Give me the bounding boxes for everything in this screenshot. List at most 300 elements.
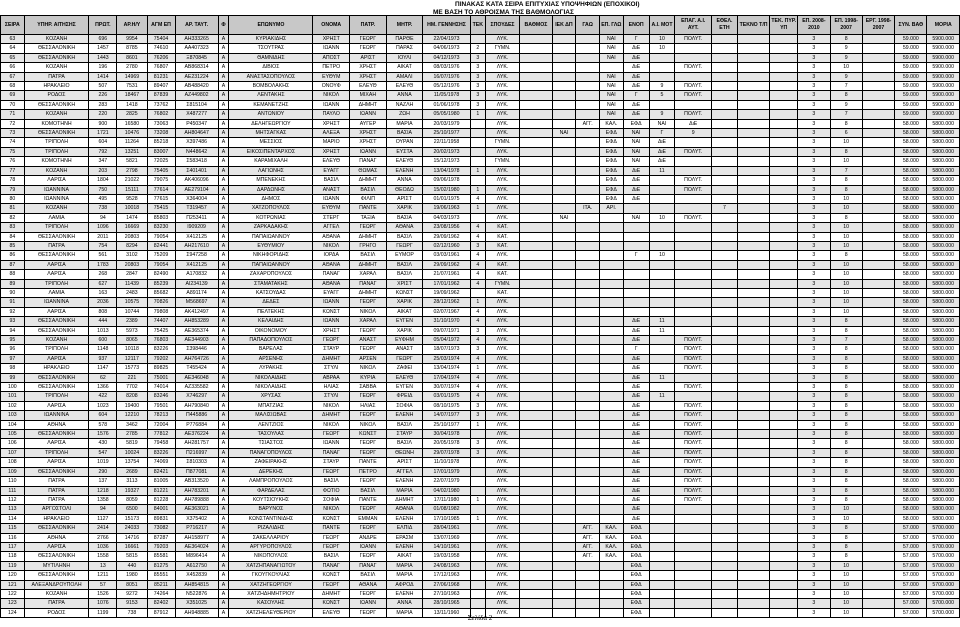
table-cell bbox=[649, 495, 675, 504]
table-cell bbox=[675, 288, 712, 297]
table-cell: ΑΥΓΕΡ bbox=[350, 119, 387, 128]
table-cell: ΠΑΤΡΑ bbox=[24, 486, 89, 495]
table-cell: ΑΕ231224 bbox=[175, 72, 218, 81]
table-cell: ΧΡΗΣΤ bbox=[350, 138, 387, 147]
table-cell: ΔιΕ bbox=[623, 364, 649, 373]
table-cell bbox=[623, 279, 649, 288]
table-cell: 74014 bbox=[147, 383, 175, 392]
table-cell: ΑΒ488420 bbox=[175, 82, 218, 91]
table-cell: 10575 bbox=[117, 298, 147, 307]
table-cell bbox=[712, 138, 738, 147]
table-cell: ΒΑΡΕΛΑΣ bbox=[229, 345, 313, 354]
table-cell bbox=[576, 157, 600, 166]
table-cell: ΚΑΛ. bbox=[599, 552, 623, 561]
table-cell: ΔιΕ bbox=[649, 147, 675, 156]
table-cell bbox=[770, 288, 798, 297]
table-cell: ΑΕ344903 bbox=[175, 336, 218, 345]
table-row bbox=[1, 307, 960, 316]
table-cell: 5700.000 bbox=[927, 552, 960, 561]
table-cell: ΠΑΝΑΓ bbox=[350, 157, 387, 166]
table-cell bbox=[552, 157, 576, 166]
table-cell bbox=[712, 251, 738, 260]
table-cell: ΙΩΑΝΝ bbox=[313, 298, 350, 307]
table-cell bbox=[552, 467, 576, 476]
table-cell: 119 bbox=[1, 561, 25, 570]
table-cell: Α bbox=[218, 336, 229, 345]
table-cell: ΔΗΜΗΤ bbox=[350, 260, 387, 269]
table-cell bbox=[737, 166, 769, 175]
table-cell: ΜΑΡΙΑ bbox=[386, 486, 423, 495]
table-cell: ΝΙΚΗΦΟΡΙΔΗΣ bbox=[229, 251, 313, 260]
table-cell: ΑΗ948885 bbox=[175, 608, 218, 617]
table-cell: Π253411 bbox=[175, 213, 218, 222]
table-cell: 1013 bbox=[89, 326, 117, 335]
table-cell: 24/08/1963 bbox=[423, 561, 470, 570]
table-cell: 04/03/1973 bbox=[423, 213, 470, 222]
table-cell: ΚΑΛ. bbox=[599, 524, 623, 533]
table-cell: Α bbox=[218, 580, 229, 589]
table-cell bbox=[576, 213, 600, 222]
table-cell bbox=[737, 392, 769, 401]
table-cell bbox=[737, 458, 769, 467]
table-cell: 77 bbox=[1, 166, 25, 175]
table-cell bbox=[520, 458, 552, 467]
column-header: Α.Ι. ΜΟΤ bbox=[649, 16, 675, 35]
table-cell: ΑΙΚΑΤ bbox=[386, 552, 423, 561]
table-cell: ΕΛΕΥΘ bbox=[350, 82, 387, 91]
table-cell: 5700.000 bbox=[927, 533, 960, 542]
table-cell: ΓΕΩΡΓ bbox=[350, 608, 387, 617]
table-cell: Σ583418 bbox=[175, 157, 218, 166]
table-cell: 8 bbox=[830, 326, 862, 335]
table-cell: ΗΡΑΚΛΕΙΟ bbox=[24, 82, 89, 91]
table-cell bbox=[737, 326, 769, 335]
table-cell: 2785 bbox=[117, 430, 147, 439]
table-cell bbox=[599, 336, 623, 345]
table-cell: ΕΦΔ bbox=[623, 571, 649, 580]
table-cell: ΘΕΣΣΑΛΟΝΙΚΗ bbox=[24, 373, 89, 382]
table-cell: Π877081 bbox=[175, 467, 218, 476]
table-cell: ΔιΕ bbox=[649, 138, 675, 147]
table-row bbox=[1, 185, 960, 194]
table-cell: ΓΕΩΡΓ bbox=[313, 336, 350, 345]
table-cell bbox=[470, 477, 485, 486]
table-cell bbox=[770, 542, 798, 551]
table-cell: 11/10/1978 bbox=[423, 458, 470, 467]
table-cell: 1980 bbox=[117, 571, 147, 580]
table-cell bbox=[552, 524, 576, 533]
table-cell: 3 bbox=[798, 514, 830, 523]
table-cell: Γ bbox=[649, 129, 675, 138]
table-cell: ΕΛΕΝΗ bbox=[386, 514, 423, 523]
table-cell: Ι909209 bbox=[175, 223, 218, 232]
table-cell bbox=[599, 599, 623, 608]
table-cell bbox=[862, 72, 894, 81]
table-cell bbox=[712, 129, 738, 138]
table-cell: 01/08/1982 bbox=[423, 505, 470, 514]
table-cell: ΝΑΙ bbox=[599, 53, 623, 62]
table-cell: 430 bbox=[89, 439, 117, 448]
table-cell bbox=[862, 383, 894, 392]
table-cell: 94 bbox=[89, 213, 117, 222]
table-cell bbox=[712, 63, 738, 72]
table-cell: ΝΑΙ bbox=[599, 35, 623, 44]
table-cell: 58.000 bbox=[895, 270, 927, 279]
table-cell: 3 bbox=[798, 213, 830, 222]
table-cell: 10476 bbox=[117, 129, 147, 138]
table-cell: 8 bbox=[830, 354, 862, 363]
table-cell: 3 bbox=[798, 157, 830, 166]
table-cell: 96 bbox=[1, 345, 25, 354]
table-cell: 5 bbox=[649, 91, 675, 100]
table-cell bbox=[552, 392, 576, 401]
table-cell bbox=[599, 580, 623, 589]
table-cell bbox=[737, 157, 769, 166]
table-cell: 9 bbox=[830, 53, 862, 62]
table-cell bbox=[737, 571, 769, 580]
table-cell bbox=[520, 345, 552, 354]
table-cell: ΧΡΙΣΤ bbox=[386, 279, 423, 288]
table-cell: ΠΟΛΥΤ. bbox=[675, 448, 712, 457]
table-cell: ΜΑΛΙΣΙΩΒΑΣ bbox=[229, 411, 313, 420]
table-cell: 3 bbox=[798, 72, 830, 81]
table-cell: ΝΑΙ bbox=[623, 157, 649, 166]
table-cell: 106 bbox=[1, 439, 25, 448]
table-cell: 59.000 bbox=[895, 44, 927, 53]
table-cell: 58.000 bbox=[895, 420, 927, 429]
table-body bbox=[1, 35, 960, 618]
table-cell bbox=[770, 392, 798, 401]
column-header: ΥΠΗΡ. ΑΙΤΗΣΗΣ bbox=[24, 16, 89, 35]
table-cell: ΓΕΩΡΓ bbox=[350, 439, 387, 448]
table-cell: 268 bbox=[89, 270, 117, 279]
table-cell: ΒΑΣΙΛ bbox=[350, 486, 387, 495]
table-cell: Α bbox=[218, 72, 229, 81]
table-cell: ΘΕΣΣΑΛΟΝΙΚΗ bbox=[24, 53, 89, 62]
table-cell: 5973 bbox=[117, 326, 147, 335]
table-cell: 80 bbox=[1, 194, 25, 203]
table-cell: 1457 bbox=[89, 44, 117, 53]
table-cell: ΚΑΤ. bbox=[485, 260, 519, 269]
table-cell bbox=[675, 373, 712, 382]
table-cell: 2780 bbox=[117, 63, 147, 72]
table-cell: 1 bbox=[470, 185, 485, 194]
table-cell: 1414 bbox=[89, 72, 117, 81]
table-cell: Α bbox=[218, 552, 229, 561]
table-cell: 3 bbox=[798, 580, 830, 589]
table-cell bbox=[675, 279, 712, 288]
table-cell bbox=[576, 100, 600, 109]
table-cell: 8051 bbox=[117, 580, 147, 589]
table-cell: ΑΡΣΕΝΗΣ bbox=[229, 354, 313, 363]
table-cell bbox=[712, 336, 738, 345]
table-cell: Α bbox=[218, 185, 229, 194]
table-cell: ΧΑΡΙΚ bbox=[386, 298, 423, 307]
table-cell bbox=[520, 542, 552, 551]
table-row bbox=[1, 392, 960, 401]
table-row bbox=[1, 166, 960, 175]
table-cell bbox=[520, 232, 552, 241]
table-cell: 5800.000 bbox=[927, 345, 960, 354]
table-cell bbox=[770, 279, 798, 288]
table-cell: 5900.000 bbox=[927, 72, 960, 81]
table-cell: 59.000 bbox=[895, 63, 927, 72]
table-cell: ΠΟΛΥΤ. bbox=[675, 420, 712, 429]
table-cell: 8 bbox=[830, 364, 862, 373]
table-row bbox=[1, 571, 960, 580]
table-cell: 6 bbox=[830, 129, 862, 138]
table-cell: 1148 bbox=[89, 345, 117, 354]
table-cell: 92 bbox=[1, 307, 25, 316]
table-cell: 122 bbox=[1, 589, 25, 598]
table-cell bbox=[576, 458, 600, 467]
table-cell: Α bbox=[218, 373, 229, 382]
table-cell: 8 bbox=[830, 251, 862, 260]
table-cell bbox=[576, 91, 600, 100]
table-cell bbox=[520, 430, 552, 439]
table-cell: ΛΥΚ. bbox=[485, 486, 519, 495]
table-cell: ΛΥΚ. bbox=[485, 533, 519, 542]
table-cell: 5800.000 bbox=[927, 430, 960, 439]
table-cell: ΠΟΛΥΤ. bbox=[675, 401, 712, 410]
table-cell: 7 bbox=[830, 110, 862, 119]
table-cell bbox=[470, 561, 485, 570]
table-row bbox=[1, 552, 960, 561]
table-cell bbox=[520, 241, 552, 250]
table-cell: ΝΑΙ bbox=[599, 110, 623, 119]
table-cell: 03/03/1961 bbox=[423, 251, 470, 260]
table-cell: 11 bbox=[649, 326, 675, 335]
table-cell: Α bbox=[218, 383, 229, 392]
table-cell: ΒΑΣΙΛ bbox=[313, 477, 350, 486]
table-cell: ΑΕ346048 bbox=[175, 373, 218, 382]
table-cell: ΖΑΦΕΙ bbox=[386, 364, 423, 373]
table-cell: 8 bbox=[830, 185, 862, 194]
table-cell bbox=[712, 82, 738, 91]
table-cell: ΛΥΚ. bbox=[485, 194, 519, 203]
table-cell bbox=[576, 589, 600, 598]
table-cell bbox=[649, 63, 675, 72]
table-cell bbox=[520, 571, 552, 580]
table-cell bbox=[712, 533, 738, 542]
table-cell: ΔιΕ bbox=[623, 439, 649, 448]
table-cell: ΓΕΩΡΓ bbox=[350, 477, 387, 486]
table-cell: 290 bbox=[89, 467, 117, 476]
table-cell: ΡΙΖΑΛΙΔΗΣ bbox=[229, 524, 313, 533]
table-cell: 1 bbox=[470, 166, 485, 175]
table-cell: 3 bbox=[798, 223, 830, 232]
table-cell: ΑΝΑΣΤ bbox=[350, 336, 387, 345]
table-cell bbox=[470, 524, 485, 533]
table-cell: ΝΙΚΟΠΟΥΛΟΣ bbox=[229, 552, 313, 561]
table-cell: 118 bbox=[1, 552, 25, 561]
table-cell: 8 bbox=[830, 448, 862, 457]
table-cell: 58.000 bbox=[895, 307, 927, 316]
table-cell: 75415 bbox=[147, 204, 175, 213]
table-cell: 8 bbox=[830, 119, 862, 128]
table-cell bbox=[862, 336, 894, 345]
table-cell: 111 bbox=[1, 486, 25, 495]
table-cell: Α bbox=[218, 166, 229, 175]
table-cell: 8 bbox=[830, 91, 862, 100]
table-cell bbox=[520, 298, 552, 307]
table-cell: ΑΙΚΑΤ bbox=[386, 307, 423, 316]
table-cell: 73082 bbox=[147, 524, 175, 533]
table-cell: 8059 bbox=[117, 495, 147, 504]
table-cell: ΠΑΝΤΕ bbox=[350, 495, 387, 504]
table-cell: 20803 bbox=[117, 260, 147, 269]
table-cell: ΠΟΛΥΤ. bbox=[675, 383, 712, 392]
table-cell: 14969 bbox=[117, 72, 147, 81]
table-cell bbox=[675, 392, 712, 401]
table-cell bbox=[649, 383, 675, 392]
table-cell bbox=[552, 542, 576, 551]
table-cell: 3 bbox=[798, 336, 830, 345]
table-cell: 113 bbox=[1, 505, 25, 514]
table-cell bbox=[576, 411, 600, 420]
table-cell: ΝΑΖΛΗ bbox=[386, 100, 423, 109]
table-cell: ΛΥΚ. bbox=[485, 448, 519, 457]
table-cell bbox=[576, 232, 600, 241]
table-cell: ΝΙΚΟΛ bbox=[313, 401, 350, 410]
table-cell: ΚΑΛ. bbox=[599, 533, 623, 542]
table-cell: ΛΥΚ. bbox=[485, 571, 519, 580]
table-cell: 1443 bbox=[89, 53, 117, 62]
table-cell: 738 bbox=[117, 608, 147, 617]
table-cell: 1218 bbox=[89, 486, 117, 495]
table-cell: ΘΕΣΣΑΛΟΝΙΚΗ bbox=[24, 317, 89, 326]
table-cell: 3 bbox=[798, 477, 830, 486]
table-cell bbox=[712, 326, 738, 335]
table-cell: 4 bbox=[470, 317, 485, 326]
table-cell: ΦΑΡΔΕΛΑΣ bbox=[229, 486, 313, 495]
table-cell: 792 bbox=[89, 147, 117, 156]
table-cell: 3 bbox=[798, 91, 830, 100]
table-cell: 3 bbox=[798, 561, 830, 570]
table-cell: 76 bbox=[1, 157, 25, 166]
column-header: ΤΕΚΝΟ Τ/Π bbox=[737, 16, 769, 35]
table-cell bbox=[770, 486, 798, 495]
table-cell bbox=[737, 35, 769, 44]
table-cell: ΛΥΚ. bbox=[485, 317, 519, 326]
table-cell bbox=[599, 505, 623, 514]
table-cell: ΛΥΚ. bbox=[485, 411, 519, 420]
table-cell: ΓΕΩΡΓ bbox=[350, 35, 387, 44]
table-cell: 58.000 bbox=[895, 138, 927, 147]
table-cell: 5800.000 bbox=[927, 307, 960, 316]
table-cell: ΛΥΚ. bbox=[485, 345, 519, 354]
table-cell: 2825 bbox=[117, 110, 147, 119]
table-cell bbox=[675, 561, 712, 570]
table-cell bbox=[520, 129, 552, 138]
table-cell: ΛΥΚ. bbox=[485, 458, 519, 467]
table-cell: 9954 bbox=[117, 35, 147, 44]
table-cell: ΑΘΑΝΑ bbox=[313, 260, 350, 269]
table-cell: ΠΟΛΥΤ. bbox=[675, 35, 712, 44]
table-cell bbox=[737, 495, 769, 504]
table-cell: ΑΝΔΡΕ bbox=[350, 533, 387, 542]
table-cell: 5800.000 bbox=[927, 270, 960, 279]
table-cell: 74264 bbox=[147, 589, 175, 598]
table-cell bbox=[552, 401, 576, 410]
table-cell: Σ947258 bbox=[175, 251, 218, 260]
table-cell: Α bbox=[218, 599, 229, 608]
table-cell: ΕΦΔ bbox=[623, 119, 649, 128]
table-cell: 8785 bbox=[117, 44, 147, 53]
table-cell: 5819 bbox=[117, 439, 147, 448]
table-cell: 89825 bbox=[147, 364, 175, 373]
table-cell bbox=[520, 204, 552, 213]
table-cell: 8 bbox=[830, 552, 862, 561]
table-cell bbox=[520, 336, 552, 345]
table-cell bbox=[649, 505, 675, 514]
table-cell bbox=[712, 514, 738, 523]
table-cell bbox=[576, 477, 600, 486]
table-cell bbox=[576, 486, 600, 495]
table-cell: ΑΓΓ. bbox=[576, 524, 600, 533]
table-cell: 8294 bbox=[117, 241, 147, 250]
table-cell: 20/02/1973 bbox=[423, 147, 470, 156]
table-cell: ΔΗΜΗΤ bbox=[313, 411, 350, 420]
table-cell bbox=[862, 82, 894, 91]
table-cell: ΙΤΑ. bbox=[576, 204, 600, 213]
table-cell: Α bbox=[218, 204, 229, 213]
table-cell bbox=[712, 373, 738, 382]
table-cell bbox=[737, 364, 769, 373]
table-cell: ΕΥΓΕΝ bbox=[386, 383, 423, 392]
table-cell: 2011 bbox=[89, 232, 117, 241]
table-cell: 79054 bbox=[147, 232, 175, 241]
table-cell: ΛΥΚ. bbox=[485, 147, 519, 156]
table-cell: 3 bbox=[798, 166, 830, 175]
table-cell bbox=[552, 439, 576, 448]
table-cell bbox=[470, 589, 485, 598]
table-cell bbox=[552, 53, 576, 62]
table-cell: ΑΘΗΝΑ bbox=[24, 533, 89, 542]
table-cell bbox=[520, 110, 552, 119]
table-cell: 59.000 bbox=[895, 100, 927, 109]
table-cell: Α bbox=[218, 364, 229, 373]
table-cell: 58.000 bbox=[895, 401, 927, 410]
table-cell: ΚΑΤ. bbox=[485, 241, 519, 250]
table-cell: 57.000 bbox=[895, 561, 927, 570]
table-cell: 10 bbox=[830, 138, 862, 147]
table-cell: ΓΥΜΝ. bbox=[485, 44, 519, 53]
table-cell: 78 bbox=[1, 176, 25, 185]
table-cell: ΠΟΛΥΤ. bbox=[675, 336, 712, 345]
table-cell bbox=[770, 241, 798, 250]
table-cell: ΕΦΔ bbox=[599, 129, 623, 138]
table-cell bbox=[552, 260, 576, 269]
table-cell: ΠΑΠΑΔΟΠΟΥΛΟΣ bbox=[229, 336, 313, 345]
table-cell: ΓΕΩΡΓ bbox=[350, 345, 387, 354]
table-cell: 15/12/1973 bbox=[423, 157, 470, 166]
table-cell: Α bbox=[218, 533, 229, 542]
table-cell: ΛΕΝΤΖΙΟΣ bbox=[229, 420, 313, 429]
table-cell: Α bbox=[218, 458, 229, 467]
table-cell: ΖΑΧΑΡΟΠΟΥΛΟΣ bbox=[229, 270, 313, 279]
table-cell bbox=[862, 213, 894, 222]
table-cell bbox=[576, 260, 600, 269]
table-cell: 10 bbox=[830, 599, 862, 608]
table-cell bbox=[675, 138, 712, 147]
table-cell bbox=[770, 72, 798, 81]
table-cell: ΠΟΛΥΤ. bbox=[675, 345, 712, 354]
table-cell: 73762 bbox=[147, 100, 175, 109]
table-cell: 124 bbox=[1, 608, 25, 617]
table-cell: 10 bbox=[830, 157, 862, 166]
table-cell: ΛΥΚ. bbox=[485, 63, 519, 72]
